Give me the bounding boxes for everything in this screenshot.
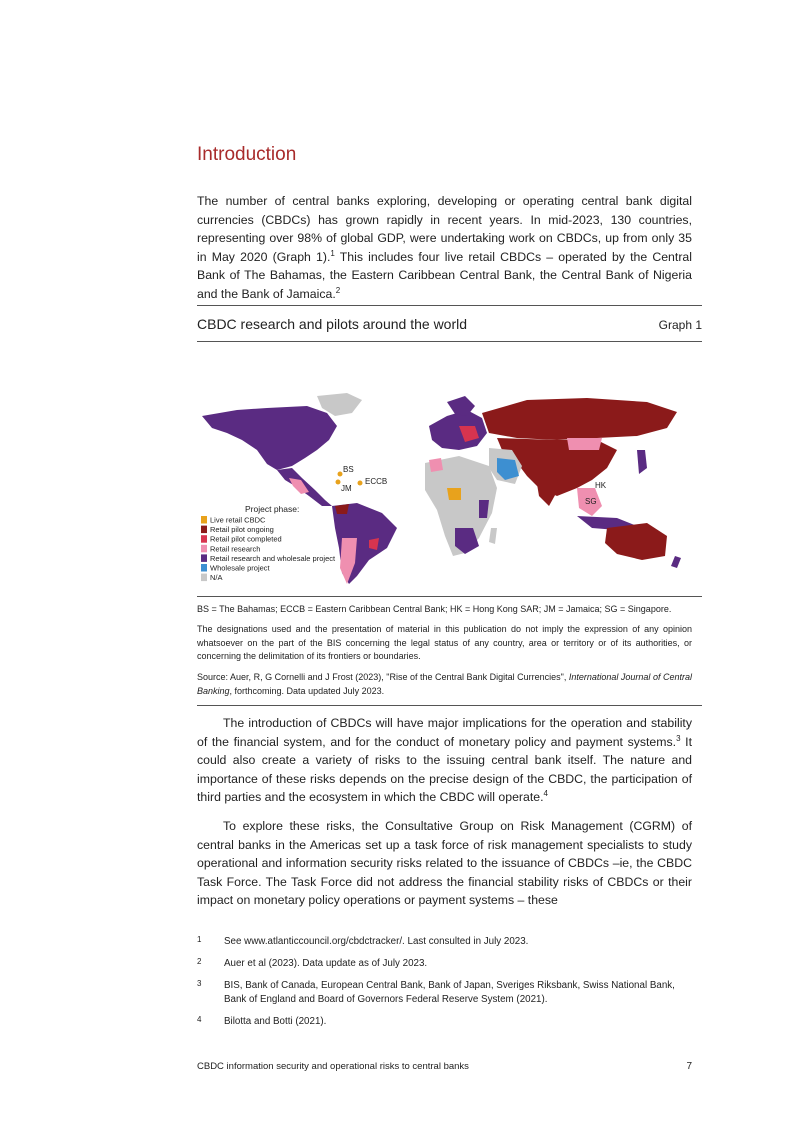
bs-label: BS <box>343 465 354 474</box>
disclaimer-note: The designations used and the presentation of material in this publication do not imply the expression of any opinion whatsoever on the part of the BIS concerning the legal status of any country, area or territory or of its authorities, or concerning the delimitation of its frontiers or boundaries. <box>197 624 692 661</box>
eccb-dot <box>358 481 363 486</box>
legend-swatch <box>201 516 207 524</box>
new-zealand <box>671 556 681 568</box>
mongolia-region <box>567 438 602 450</box>
footnote-number: 2 <box>197 957 202 966</box>
north-america-region <box>202 406 337 470</box>
legend-label: Wholesale project <box>210 563 270 573</box>
graph-label: Graph 1 <box>658 318 702 332</box>
footnote-3 <box>197 979 692 1007</box>
europe-region <box>429 410 487 450</box>
footnote-ref-4[interactable]: 4 <box>543 789 548 799</box>
abbrev-note: BS = The Bahamas; ECCB = Eastern Caribbean Central Bank; HK = Hong Kong SAR; JM = Jamaica; SG = Singapore. <box>197 604 672 614</box>
paragraph-3: To explore these risks, the Consultative Group on Risk Management (CGRM) of central banks in the Americas set up a task force of risk management specialists to study operational and information security risks related to the issuance of CBDCs –ie, the CBDC Task Force. The Task Force did not address the financial stability risks of CBDCs or their impact on monetary policy operations or payment systems – these <box>197 818 692 908</box>
paragraph-2 <box>197 714 692 807</box>
footnote-ref-1[interactable]: 1 <box>330 248 335 258</box>
jm-label: JM <box>341 484 352 493</box>
footnote-number: 1 <box>197 935 202 944</box>
intro-paragraph <box>197 192 692 304</box>
legend-label: N/A <box>210 573 223 583</box>
para2-text-1: The introduction of CBDCs will have major implications for the operation and stability of the financial system, and for the conduct of monetary policy and payment systems. <box>197 716 692 749</box>
legend-swatch <box>201 554 207 562</box>
footnote-number: 3 <box>197 979 202 988</box>
sg-label: SG <box>585 497 597 506</box>
legend-swatch <box>201 564 207 572</box>
japan-region <box>637 450 647 474</box>
para2-text-2: It could also create a variety of risks to the issuing central bank itself. The nature and importance of these risks depends on the precise design of the CBDC, the participation of third parties and the ecosystem in which the CBDC will operate. <box>197 734 693 805</box>
source-note <box>197 671 692 698</box>
legend-title: Project phase: <box>245 504 300 514</box>
footnote-2 <box>197 957 692 971</box>
bs-dot <box>338 472 343 477</box>
hk-label: HK <box>595 481 607 490</box>
russia-region <box>482 398 677 440</box>
footer-title: CBDC information security and operational risks to central banks <box>197 1061 469 1072</box>
footnote-text[interactable]: See www.atlanticcouncil.org/cbdctracker/. Last consulted in July 2023. <box>224 936 529 947</box>
legend-label: Live retail CBDC <box>210 515 266 525</box>
india-region <box>535 472 559 506</box>
legend <box>201 516 336 583</box>
source-suffix: , forthcoming. Data updated July 2023. <box>229 685 385 696</box>
legend-swatch <box>201 535 207 543</box>
page-number: 7 <box>686 1061 692 1072</box>
footnote-1 <box>197 935 692 949</box>
footnote-number: 4 <box>197 1015 202 1024</box>
legend-label: Retail pilot ongoing <box>210 525 274 535</box>
footnote-text: Bilotta and Botti (2021). <box>224 1016 327 1027</box>
world-map <box>197 388 697 588</box>
legend-swatch <box>201 526 207 534</box>
legend-swatch <box>201 545 207 553</box>
source-journal: International Journal of Central Banking <box>197 672 692 696</box>
legend-label: Retail research and wholesale project <box>210 553 336 563</box>
australia-region <box>605 523 667 560</box>
intro-text-1: The number of central banks exploring, developing or operating central bank digital currencies (CBDCs) has grown rapidly in recent years. In mid-2023, 130 countries, representing over 98% of global GDP, were undertaking work on CBDCs, up from only 35 in May 2020 (Graph 1). <box>197 194 692 264</box>
graph-title-rule <box>197 341 702 342</box>
notes-bottom-rule <box>197 705 702 706</box>
graph-bottom-rule <box>197 596 702 597</box>
legend-swatch <box>201 574 207 582</box>
nigeria-live <box>447 488 461 500</box>
graph-title: CBDC research and pilots around the world <box>197 316 468 332</box>
legend-label: Retail pilot completed <box>210 534 282 544</box>
footnote-text: BIS, Bank of Canada, European Central Bank, Bank of Japan, Sveriges Riksbank, Swiss National Bank, Bank of England and Board of Governors Federal Reserve System (2021). <box>224 980 675 1005</box>
footnote-ref-3[interactable]: 3 <box>676 733 681 743</box>
graph-top-rule <box>197 305 702 306</box>
eccb-label: ECCB <box>365 477 388 486</box>
section-heading: Introduction <box>197 144 297 165</box>
footnote-4 <box>197 1015 692 1029</box>
jm-dot <box>336 480 341 485</box>
legend-label: Retail research <box>210 544 261 554</box>
body-paragraphs <box>197 714 692 910</box>
madagascar <box>489 528 497 544</box>
north-africa-patch <box>429 458 443 472</box>
source-prefix: Source: Auer, R, G Cornelli and J Frost (2023), "Rise of the Central Bank Digital Currencies", <box>197 672 569 682</box>
footnote-ref-2[interactable]: 2 <box>335 285 341 295</box>
footnote-text: Auer et al (2023). Data update as of July 2023. <box>224 958 428 969</box>
intro-text-2: This includes four live retail CBDCs – operated by the Central Bank of The Bahamas, the Eastern Caribbean Central Bank, the Central Bank of Nigeria and the Bank of Jamaica. <box>197 249 692 301</box>
